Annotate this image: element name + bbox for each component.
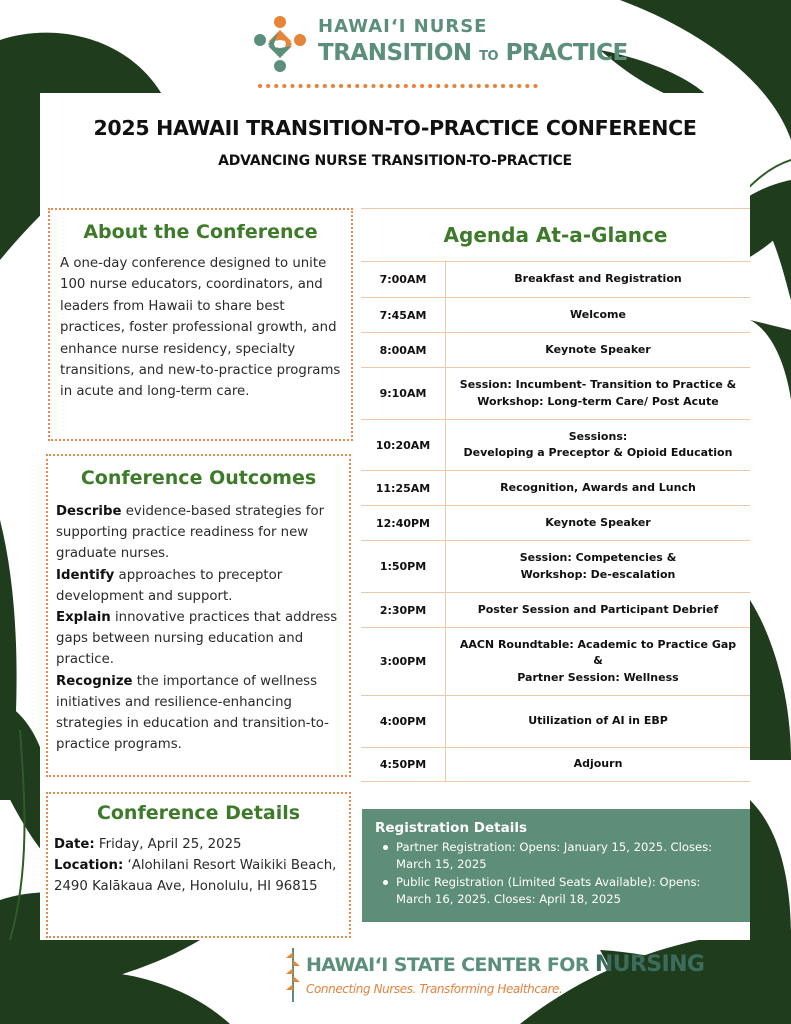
page-subtitle: ADVANCING NURSE TRANSITION-TO-PRACTICE xyxy=(218,153,572,169)
registration-section xyxy=(362,809,750,922)
agenda-event: Session: Competencies & Workshop: De-escalation xyxy=(519,551,677,581)
agenda-row xyxy=(361,298,750,333)
location-label: Location: xyxy=(54,858,124,874)
agenda-event: Keynote Speaker xyxy=(545,342,651,356)
logo-word-practice: PRACTICE xyxy=(505,40,628,66)
agenda-time: 3:00PM xyxy=(361,628,446,695)
outcome-verb: Describe xyxy=(56,504,122,519)
details-body xyxy=(48,834,349,898)
outcome-item xyxy=(56,501,345,565)
registration-item: Public Registration (Limited Seats Available): Opens: March 16, 2025. Closes: April 18, 2025 xyxy=(375,874,738,909)
agenda-event: Welcome xyxy=(570,307,626,321)
registration-heading: Registration Details xyxy=(375,820,527,836)
agenda-section xyxy=(361,208,750,782)
hscn-name-nursing: NURSING xyxy=(594,952,705,977)
about-text: A one-day conference designed to unite 100 nurse educators, coordinators, and leaders from Hawaii to share best practices, foster professional growth, and enhance nurse residency, specialty transitions, and new-to-practice programs in acute and long-term care. xyxy=(60,256,341,400)
hscn-tagline: Connecting Nurses. Transforming Healthcare. xyxy=(306,982,563,996)
outcome-item xyxy=(56,607,345,671)
outcome-item xyxy=(56,671,345,756)
agenda-event: AACN Roundtable: Academic to Practice Gap & Partner Session: Wellness xyxy=(459,637,737,684)
nurse-figures-logo-icon xyxy=(248,12,312,76)
logo-word-to: TO xyxy=(479,49,499,64)
hscn-logo-name xyxy=(306,952,704,977)
details-location xyxy=(54,855,343,897)
agenda-row xyxy=(361,696,750,748)
outcomes-list xyxy=(48,501,349,755)
details-date xyxy=(54,834,343,855)
agenda-time: 1:50PM xyxy=(361,541,446,592)
agenda-time: 2:30PM xyxy=(361,593,446,627)
agenda-event: Sessions: Developing a Preceptor & Opioid Education xyxy=(463,429,733,459)
conference-logo xyxy=(248,10,628,90)
agenda-time: 8:00AM xyxy=(361,333,446,367)
outcome-verb: Identify xyxy=(56,567,115,583)
logo-word-transition: TRANSITION xyxy=(318,40,472,66)
date-label: Date: xyxy=(54,837,95,852)
agenda-time: 7:45AM xyxy=(361,298,446,332)
agenda-time: 4:00PM xyxy=(361,696,446,747)
location-value: ‘Alohilani Resort Waikiki Beach, 2490 Kalākaua Ave, Honolulu, HI 96815 xyxy=(54,858,337,895)
outcomes-heading: Conference Outcomes xyxy=(80,467,317,489)
agenda-row xyxy=(361,628,750,696)
agenda-row xyxy=(361,368,750,420)
outcome-item xyxy=(56,565,345,607)
outcome-text: approaches to preceptor development and support. xyxy=(56,567,283,604)
hscn-logo xyxy=(284,944,705,1006)
hscn-name-part: HAWAI‘I STATE CENTER FOR xyxy=(306,954,595,976)
agenda-row xyxy=(361,748,750,782)
agenda-time: 10:20AM xyxy=(361,420,446,470)
details-section xyxy=(46,792,351,938)
logo-line-1: HAWAI‘I NURSE xyxy=(318,16,488,37)
heliconia-logo-icon xyxy=(284,944,302,1004)
agenda-event: Recognition, Awards and Lunch xyxy=(500,480,696,494)
about-section xyxy=(48,208,353,441)
agenda-header xyxy=(361,208,750,262)
agenda-row xyxy=(361,420,750,471)
agenda-event: Keynote Speaker xyxy=(545,515,651,529)
details-heading: Conference Details xyxy=(96,802,301,824)
outcomes-section xyxy=(46,454,351,777)
outcome-text: the importance of wellness initiatives and resilience-enhancing strategies in education and transition-to-practice programs. xyxy=(56,673,329,753)
agenda-event: Adjourn xyxy=(573,757,623,771)
agenda-time: 9:10AM xyxy=(361,368,446,419)
agenda-heading: Agenda At-a-Glance xyxy=(443,223,668,247)
agenda-event: Poster Session and Participant Debrief xyxy=(477,602,719,616)
agenda-time: 4:50PM xyxy=(361,748,446,781)
agenda-event: Breakfast and Registration xyxy=(514,272,682,286)
agenda-event: Utilization of AI in EBP xyxy=(528,714,668,728)
date-value: Friday, April 25, 2025 xyxy=(94,837,242,852)
agenda-time: 12:40PM xyxy=(361,506,446,540)
agenda-time: 11:25AM xyxy=(361,471,446,505)
agenda-row xyxy=(361,506,750,541)
outcome-text: evidence-based strategies for supporting practice readiness for new graduate nurses. xyxy=(56,504,325,562)
outcome-verb: Explain xyxy=(56,610,111,626)
agenda-time: 7:00AM xyxy=(361,262,446,297)
logo-dotted-divider xyxy=(258,82,543,90)
outcome-verb: Recognize xyxy=(56,673,133,689)
agenda-row xyxy=(361,333,750,368)
registration-item: Partner Registration: Opens: January 15, 2025. Closes: March 15, 2025 xyxy=(375,839,738,874)
about-heading: About the Conference xyxy=(83,221,318,243)
agenda-row xyxy=(361,471,750,506)
logo-line-2 xyxy=(318,40,628,66)
agenda-event: Session: Incumbent- Transition to Practice & Workshop: Long-term Care/ Post Acute xyxy=(459,378,737,408)
page-title: 2025 HAWAII TRANSITION-TO-PRACTICE CONFERENCE xyxy=(93,116,697,140)
registration-list xyxy=(375,839,738,909)
agenda-row xyxy=(361,593,750,628)
agenda-row xyxy=(361,262,750,298)
outcome-text: innovative practices that address gaps between nursing education and practice. xyxy=(56,610,338,668)
agenda-row xyxy=(361,541,750,593)
